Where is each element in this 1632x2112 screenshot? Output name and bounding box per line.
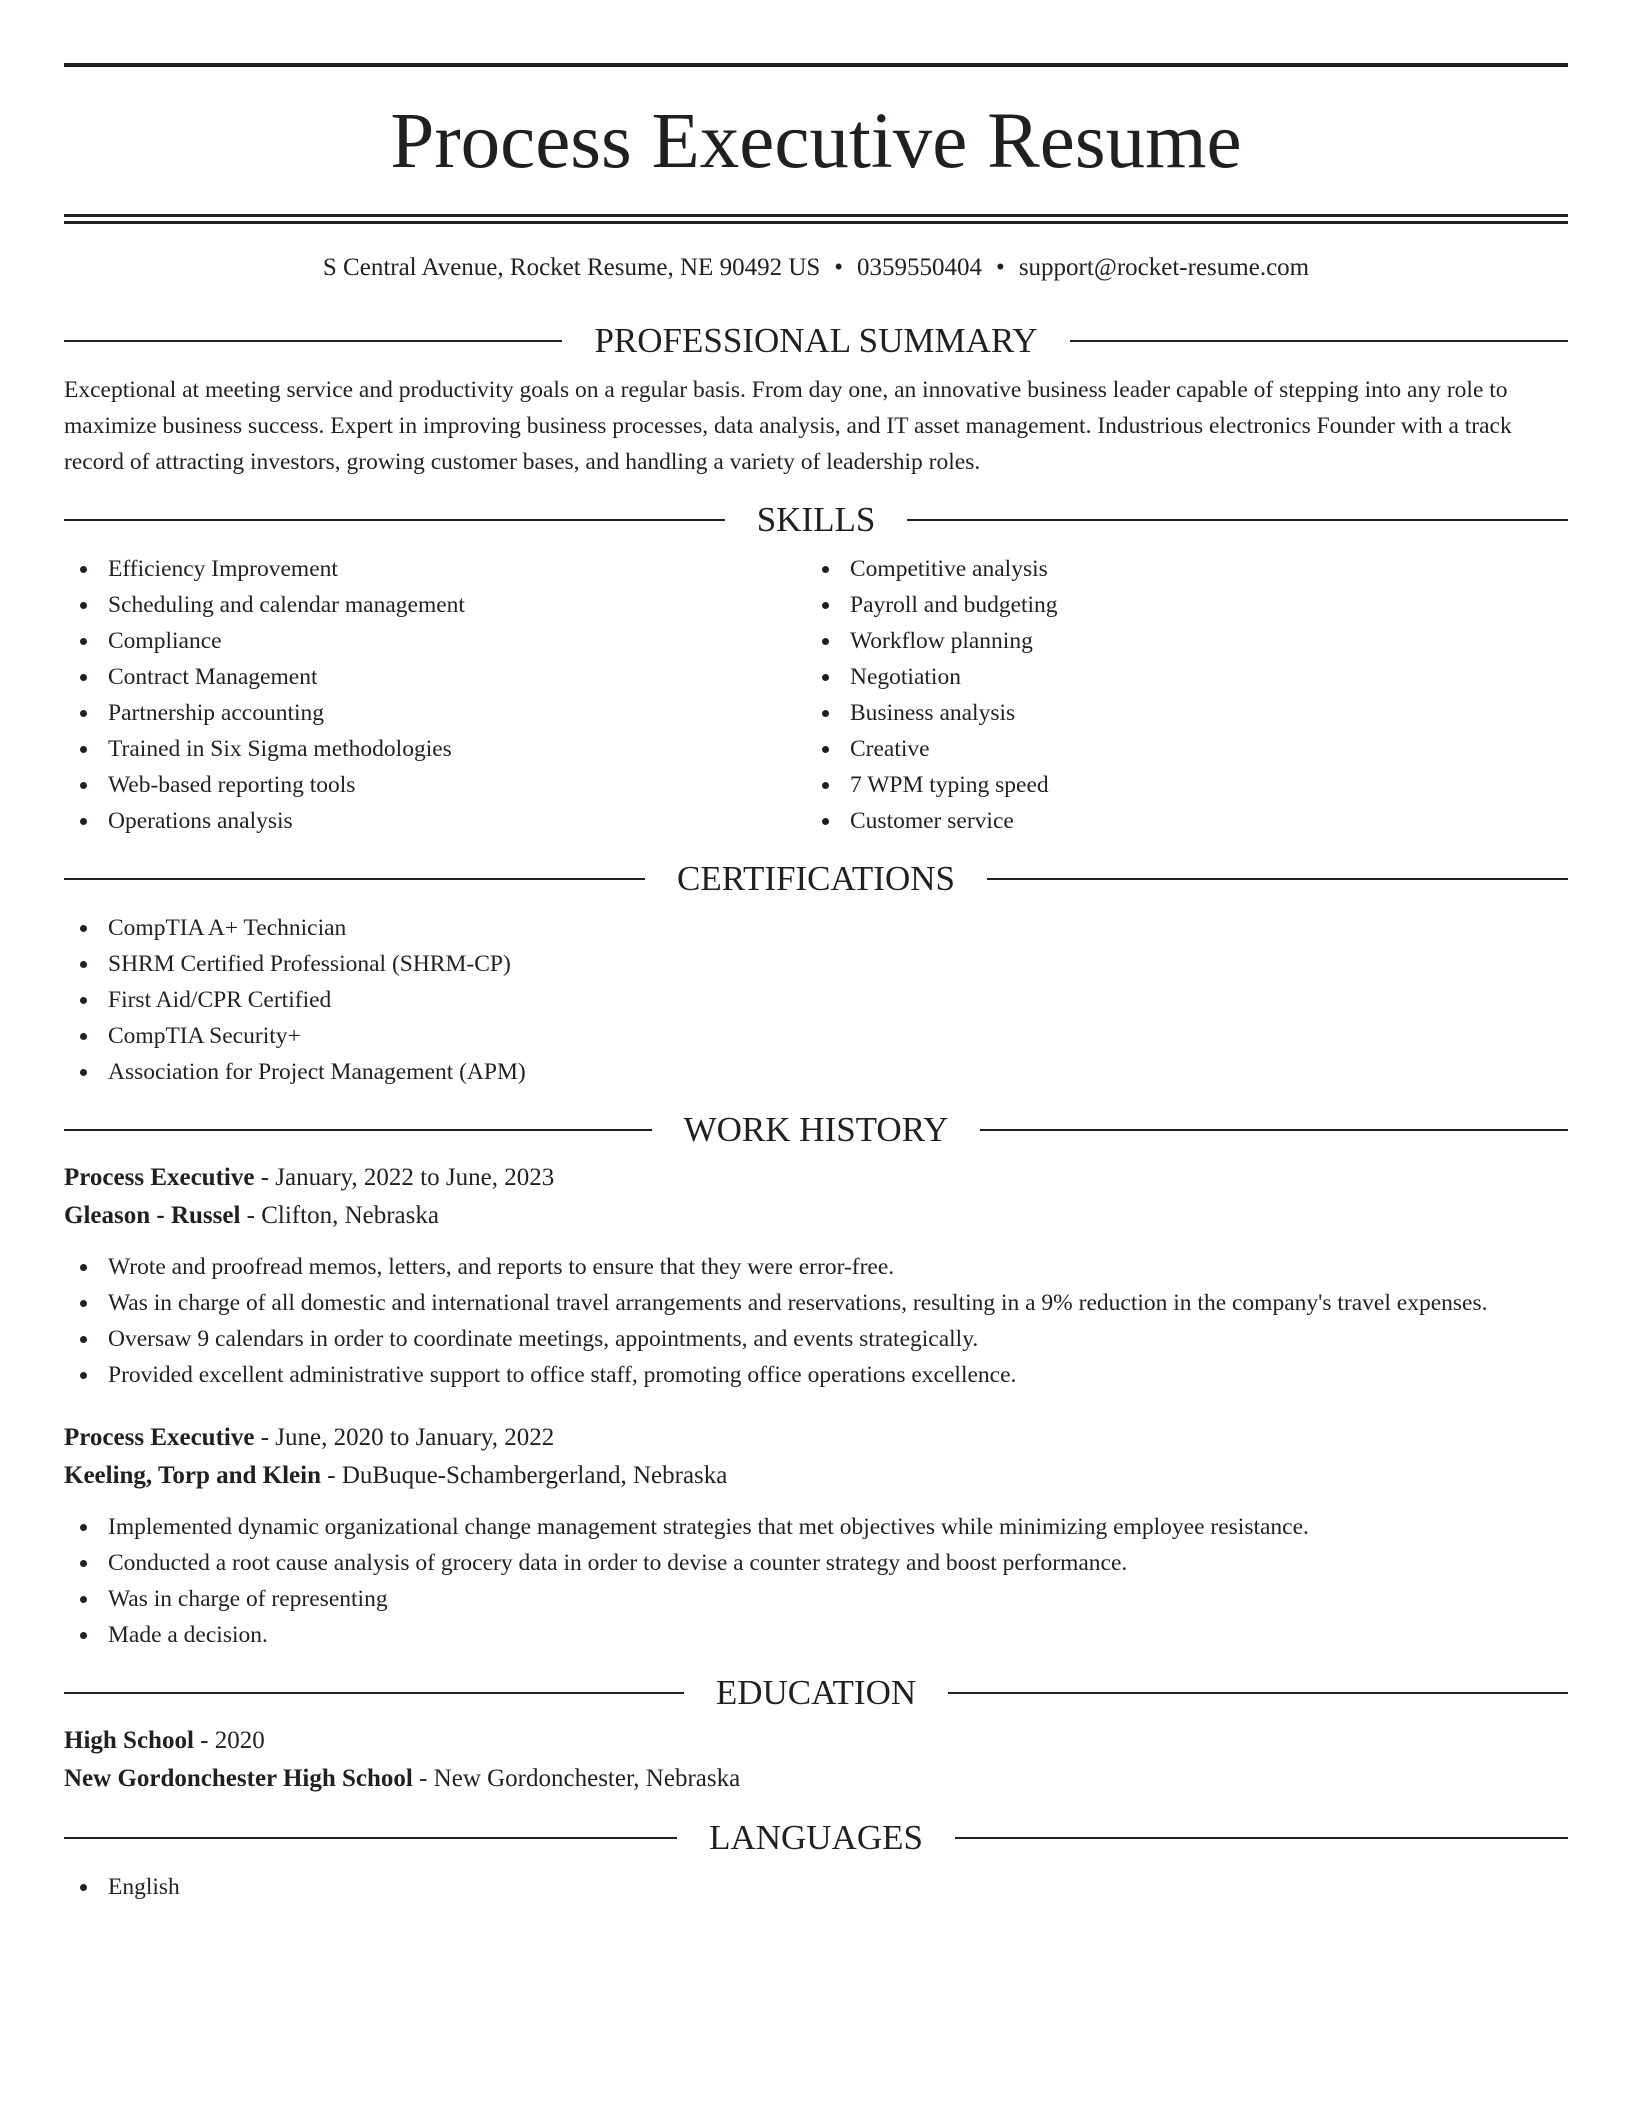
heading-rule-left — [64, 340, 562, 342]
heading-rule-left — [64, 1692, 684, 1694]
job-bullet: Was in charge of all domestic and international travel arrangements and reservations, resulting in a 9% reduction in the company's travel expenses. — [64, 1285, 1568, 1321]
education-heading-text: EDUCATION — [715, 1673, 917, 1712]
heading-rule-right — [987, 878, 1568, 880]
heading-rule-left — [64, 519, 725, 521]
job-title-line — [64, 1419, 1568, 1457]
summary-heading-text: PROFESSIONAL SUMMARY — [594, 321, 1038, 360]
contact-line — [64, 253, 1568, 283]
title-double-rule — [64, 214, 1568, 217]
education-degree-line — [64, 1722, 1568, 1760]
skill-item: Scheduling and calendar management — [64, 587, 806, 623]
skill-item: Customer service — [806, 803, 1548, 839]
education-school: New Gordonchester High School — [64, 1765, 413, 1792]
job-bullets — [64, 1249, 1568, 1393]
contact-email: support@rocket-resume.com — [1018, 254, 1310, 281]
job-company: Keeling, Torp and Klein — [64, 1462, 322, 1489]
skill-item: Web-based reporting tools — [64, 767, 806, 803]
job-bullets — [64, 1509, 1568, 1653]
skill-item: Operations analysis — [64, 803, 806, 839]
work-history-heading — [64, 1112, 1568, 1147]
languages-list — [64, 1869, 1568, 1905]
heading-rule-left — [64, 878, 645, 880]
skills-list — [64, 551, 1568, 839]
certifications-list — [64, 910, 1568, 1090]
skill-item: Contract Management — [64, 659, 806, 695]
summary-text: Exceptional at meeting service and productivity goals on a regular basis. From day one, an innovative business leader capable of stepping into any role to maximize business success. Expert in improving business processes, data analysis, and IT asset management. Industrious electronics Founder with a track record of attracting investors, growing customer bases, and handling a variety of leadership roles. — [64, 377, 1512, 475]
job-company: Gleason - Russel — [64, 1202, 241, 1229]
heading-rule-right — [948, 1692, 1568, 1694]
job-bullet: Was in charge of representing — [64, 1581, 1568, 1617]
education-school-line — [64, 1760, 1568, 1798]
languages-heading-text: LANGUAGES — [709, 1818, 923, 1857]
job-location: - Clifton, Nebraska — [240, 1202, 439, 1229]
languages-heading — [64, 1820, 1568, 1855]
skill-item: Business analysis — [806, 695, 1548, 731]
skill-item: Payroll and budgeting — [806, 587, 1548, 623]
skill-item: 7 WPM typing speed — [806, 767, 1548, 803]
certification-item: CompTIA Security+ — [64, 1018, 1568, 1054]
education-heading — [64, 1675, 1568, 1710]
heading-rule-right — [1070, 340, 1568, 342]
job-bullet: Implemented dynamic organizational change management strategies that met objectives while minimizing employee resistance. — [64, 1509, 1568, 1545]
skill-item: Efficiency Improvement — [64, 551, 806, 587]
contact-phone: 0359550404 — [857, 254, 983, 281]
job-title-line — [64, 1159, 1568, 1197]
skills-heading — [64, 502, 1568, 537]
work-history-heading-text: WORK HISTORY — [683, 1110, 949, 1149]
education-entry — [64, 1722, 1568, 1798]
education-degree: High School — [64, 1727, 194, 1754]
job-entry — [64, 1159, 1568, 1393]
skill-item: Compliance — [64, 623, 806, 659]
heading-rule-right — [980, 1129, 1568, 1131]
job-entry — [64, 1419, 1568, 1653]
skills-column-right — [806, 551, 1548, 839]
heading-rule-left — [64, 1837, 677, 1839]
skill-item: Creative — [806, 731, 1548, 767]
skill-item: Partnership accounting — [64, 695, 806, 731]
skill-item: Workflow planning — [806, 623, 1548, 659]
job-title: Process Executive — [64, 1164, 255, 1191]
education-location: - New Gordonchester, Nebraska — [412, 1765, 741, 1792]
job-bullet: Oversaw 9 calendars in order to coordinate meetings, appointments, and events strategically. — [64, 1321, 1568, 1357]
heading-rule-right — [907, 519, 1568, 521]
job-bullet: Made a decision. — [64, 1617, 1568, 1653]
heading-rule-right — [955, 1837, 1568, 1839]
top-rule — [64, 63, 1568, 67]
job-location: - DuBuque-Schambergerland, Nebraska — [321, 1462, 728, 1489]
skill-item: Competitive analysis — [806, 551, 1548, 587]
summary-heading — [64, 323, 1568, 358]
education-year: - 2020 — [193, 1727, 265, 1754]
job-bullet: Conducted a root cause analysis of grocery data in order to devise a counter strategy and boost performance. — [64, 1545, 1568, 1581]
contact-separator: • — [996, 254, 1005, 281]
job-bullet: Provided excellent administrative support to office staff, promoting office operations excellence. — [64, 1357, 1568, 1393]
job-bullet: Wrote and proofread memos, letters, and reports to ensure that they were error-free. — [64, 1249, 1568, 1285]
certification-item: SHRM Certified Professional (SHRM-CP) — [64, 946, 1568, 982]
job-company-line — [64, 1457, 1568, 1495]
resume-page — [64, 63, 1568, 1905]
certifications-heading — [64, 861, 1568, 896]
certifications-heading-text: CERTIFICATIONS — [677, 859, 955, 898]
language-item: English — [64, 1869, 1568, 1905]
contact-separator: • — [834, 254, 844, 281]
job-title: Process Executive — [64, 1424, 255, 1451]
job-dates: - January, 2022 to June, 2023 — [254, 1164, 555, 1191]
heading-rule-left — [64, 1129, 652, 1131]
skills-column-left — [64, 551, 806, 839]
contact-address: S Central Avenue, Rocket Resume, NE 90492 US — [322, 254, 821, 281]
skill-item: Trained in Six Sigma methodologies — [64, 731, 806, 767]
job-company-line — [64, 1197, 1568, 1235]
certification-item: CompTIA A+ Technician — [64, 910, 1568, 946]
job-dates: - June, 2020 to January, 2022 — [254, 1424, 555, 1451]
skills-heading-text: SKILLS — [756, 500, 876, 539]
certification-item: Association for Project Management (APM) — [64, 1054, 1568, 1090]
skill-item: Negotiation — [806, 659, 1548, 695]
certification-item: First Aid/CPR Certified — [64, 982, 1568, 1018]
resume-title: Process Executive Resume — [390, 98, 1242, 185]
